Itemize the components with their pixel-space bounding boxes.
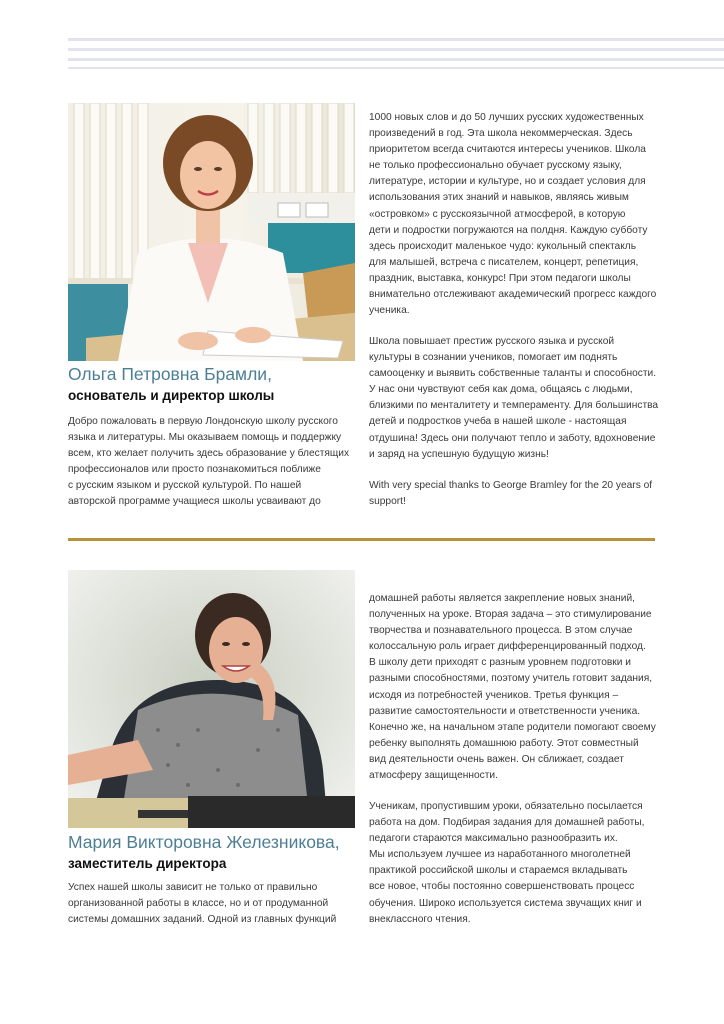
text-line: самооценку и выявить собственные таланты и способности.	[369, 368, 657, 380]
text-line: обучения. Широко используется система звучащих книг и	[369, 897, 642, 909]
text-line: Мы используем лучшее из наработанного многолетней	[369, 849, 631, 861]
text-line: исходя из потребностей учеников. Третья функция –	[369, 689, 619, 701]
text-line: языка и литературы. Мы оказываем помощь и поддержку	[68, 432, 342, 444]
deputy-intro-text	[68, 880, 336, 928]
deputy-text-paragraph-2	[369, 799, 645, 928]
text-line: детей и подростков учеба в нашей школе - настоящая	[369, 416, 627, 428]
text-line: профессионалов или просто познакомиться поближе	[68, 464, 321, 476]
text-line: использования этих знаний и навыков, являясь живым	[369, 192, 629, 204]
text-line: У нас они чувствуют себя как дома, общаясь с людьми,	[369, 384, 633, 396]
header-decorative-lines	[68, 38, 724, 70]
deputy-text-paragraph-1	[369, 591, 656, 784]
text-line: работа на дом. Подбирая задания для домашней работы,	[369, 817, 645, 829]
text-line: Добро пожаловать в первую Лондонскую школу русского	[68, 416, 338, 427]
text-line: домашней работы является закрепление новых знаний,	[369, 593, 635, 604]
deputy-director-photo	[68, 570, 355, 828]
text-line: 1000 новых слов и до 50 лучших русских художественных	[369, 112, 644, 123]
text-line: Школа повышает престиж русского языка и русской	[369, 336, 615, 347]
director-text-paragraph-1	[369, 110, 656, 319]
text-line: авторской программе учащиеся школы усваивают до	[68, 496, 321, 508]
text-line: support!	[369, 496, 406, 508]
text-line: близкими по менталитету и темпераменту. Для большинства	[369, 400, 659, 412]
director-photo	[68, 103, 355, 361]
text-line: вид деятельности очень важен. Он сближает, создает	[369, 753, 624, 765]
text-line: здесь происходит маленькое чудо: кукольный спектакль	[369, 240, 637, 252]
text-line: творчества и познавательного процесса. В этом случае	[369, 625, 633, 637]
director-intro-text	[68, 414, 349, 511]
text-line: атмосферу защищенности.	[369, 770, 498, 782]
text-line: отдушина! Здесь они получают тепло и заботу, вдохновение	[369, 432, 656, 444]
director-role: основатель и директор школы	[68, 388, 275, 403]
text-line: With very special thanks to George Bramley for the 20 years of	[369, 480, 653, 491]
text-line: полученных на уроке. Вторая задача – это стимулирование	[369, 609, 652, 621]
text-line: с русским языком и русской культурой. По нашей	[68, 480, 302, 492]
text-line: дети и подростки погружаются на полдня. Каждую субботу	[369, 224, 648, 236]
text-line: не только профессионально обучает русскому языку,	[369, 160, 622, 172]
deputy-director-role: заместитель директора	[68, 856, 227, 871]
text-line: приоритетом всегда считаются интересы учеников. Школа	[369, 144, 646, 156]
section-divider	[68, 538, 655, 541]
text-line: праздник, выставка, конкурс! При этом педагоги школы	[369, 272, 631, 284]
text-line: культуры в сознании учеников, помогает им поднять	[369, 352, 618, 364]
deputy-director-name: Мария Викторовна Железникова,	[68, 832, 340, 852]
text-line: все новое, чтобы постоянно совершенствовать процесс	[369, 881, 635, 893]
director-text-paragraph-2	[369, 334, 658, 463]
text-line: педагоги стараются максимально разнообразить их.	[369, 833, 618, 845]
text-line: литературе, истории и культуре, но и создает условия для	[369, 176, 646, 188]
text-line: для малышей, встреча с писателем, концерт, репетиция,	[369, 256, 639, 268]
director-name: Ольга Петровна Брамли,	[68, 364, 272, 384]
text-line: ученика.	[369, 305, 410, 317]
text-line: системы домашних заданий. Одной из главных функций	[68, 914, 337, 926]
text-line: ребенку выполнять домашнюю работу. Этот совместный	[369, 737, 639, 749]
text-line: и заряд на успешную будущую жизнь!	[369, 448, 549, 460]
text-line: организованной работы в классе, но и от продуманной	[68, 898, 329, 910]
text-line: «островком» с русскоязычной атмосферой, в которую	[369, 208, 626, 220]
text-line: Конечно же, на начальном этапе родители помогают своему	[369, 721, 656, 733]
text-line: произведений в год. Эта школа некоммерческая. Здесь	[369, 128, 633, 140]
thanks-text	[369, 478, 652, 510]
text-line: колоссальную роль играет дифференцированный подход.	[369, 641, 646, 653]
text-line: развитие самостоятельности и ответственности ученика.	[369, 705, 641, 717]
text-line: внеклассного чтения.	[369, 913, 471, 925]
text-line: разными способностями, поэтому учитель готовит задания,	[369, 673, 653, 685]
text-line: Успех нашей школы зависит не только от правильно	[68, 882, 318, 893]
text-line: всем, кто желает получить здесь образование у блестящих	[68, 448, 350, 460]
text-line: внимательно отслеживают академический прогресс каждого	[369, 289, 657, 301]
text-line: Ученикам, пропустившим уроки, обязательно посылается	[369, 801, 643, 812]
text-line: В школу дети приходят с разным уровнем подготовки и	[369, 657, 631, 669]
text-line: практикой российской школы и стараемся вкладывать	[369, 865, 628, 877]
